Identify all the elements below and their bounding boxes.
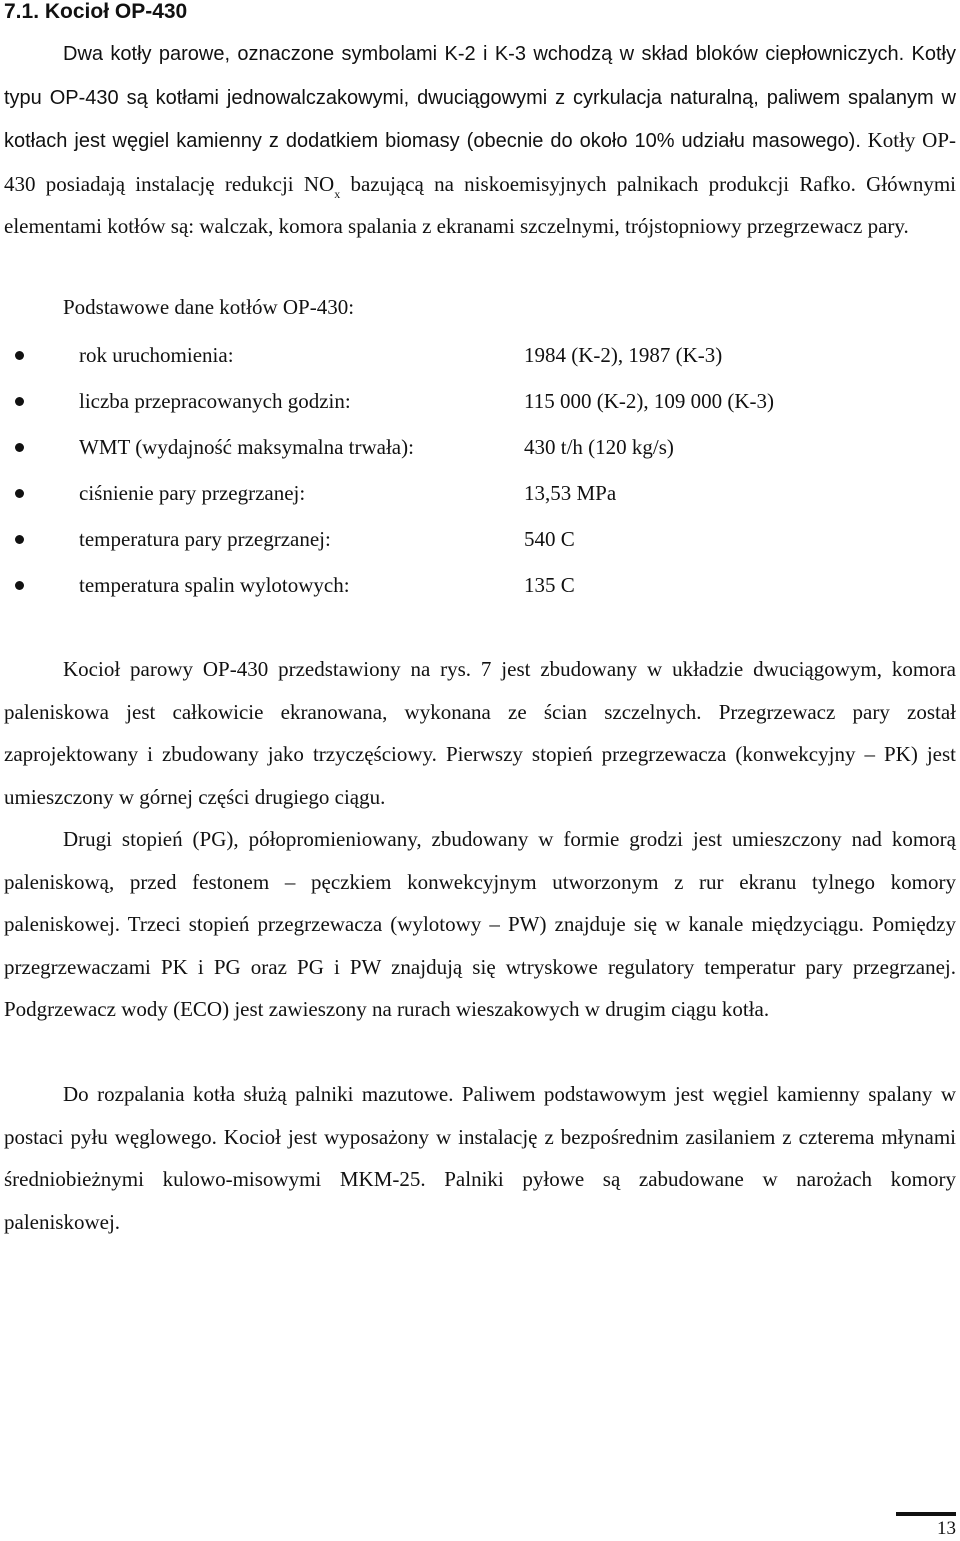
nox-subscript: x: [334, 186, 341, 201]
paragraph-intro-part3: bazującą na niskoemisyjnych palnikach produkcji Rafko. Głównymi elementami kotłów są: walczak, komora spalania z ekranami szczelnymi, trójstopniowy przegrzewacz pary.: [4, 171, 956, 238]
bullet-icon: [15, 443, 24, 452]
paragraph-intro-part1: Dwa kotły parowe, oznaczone symbolami K-2 i K-3 wchodzą w skład bloków ciepłowniczych. Kotły typu OP-430 są kotłami jednowalczakowymi, dwuciągowymi z cyrkulacja naturalną, paliwem spalanym w kotłach jest węgiel kamienny z dodatkiem biomasy (obecnie do około 10% udziału masowego).: [4, 43, 956, 152]
paragraph-fuel: Do rozpalania kotła służą palniki mazutowe. Paliwem podstawowym jest węgiel kamienny spalany w postaci pyłu węglowego. Kocioł jest wyposażony w instalację z bezpośrednim zasilaniem z czterema młynami średniobieżnymi kulowo-misowymi MKM-25. Palniki pyłowe są zabudowane w narożach komory paleniskowej.: [4, 1082, 956, 1234]
bullet-icon: [15, 489, 24, 498]
bullet-icon: [15, 351, 24, 360]
parameter-value: 13,53 MPa: [524, 481, 617, 505]
list-item: [0, 332, 960, 378]
page-number: 13: [937, 1518, 956, 1539]
parameter-label: rok uruchomienia:: [79, 343, 234, 367]
parameter-label: liczba przepracowanych godzin:: [79, 389, 351, 413]
parameters-list: [0, 332, 960, 608]
bullet-icon: [15, 397, 24, 406]
bullet-icon: [15, 535, 24, 544]
parameter-value: 135 C: [524, 573, 575, 597]
list-item: [0, 562, 960, 608]
paragraph-intro: [4, 32, 956, 248]
parameter-value: 115 000 (K-2), 109 000 (K-3): [524, 389, 775, 413]
footer-divider: [896, 1512, 956, 1516]
parameter-value: 1984 (K-2), 1987 (K-3): [524, 343, 723, 367]
bullet-icon: [15, 581, 24, 590]
parameter-label: ciśnienie pary przegrzanej:: [79, 481, 306, 505]
parameter-value: 430 t/h (120 kg/s): [524, 435, 674, 459]
parameter-value: 540 C: [524, 527, 575, 551]
paragraph-boiler-design: Kocioł parowy OP-430 przedstawiony na rys. 7 jest zbudowany w układzie dwuciągowym, komora paleniskowa jest całkowicie ekranowana, wykonana ze ścian szczelnych. Przegrzewacz pary został zaprojektowany i zbudowany jako trzyczęściowy. Pierwszy stopień przegrzewacza (konwekcyjny – PK) jest umieszczony w górnej części drugiego ciągu.: [4, 657, 956, 809]
list-item: [0, 424, 960, 470]
list-item: [0, 516, 960, 562]
parameters-intro: Podstawowe dane kotłów OP-430:: [63, 295, 355, 319]
parameter-label: WMT (wydajność maksymalna trwała):: [79, 435, 414, 459]
parameter-label: temperatura spalin wylotowych:: [79, 573, 350, 597]
parameter-label: temperatura pary przegrzanej:: [79, 527, 331, 551]
list-item: [0, 378, 960, 424]
paragraph-intro-part2: Kotły OP-430 posiadają instalację redukcji NO: [4, 128, 956, 196]
list-item: [0, 470, 960, 516]
section-heading: 7.1. Kocioł OP-430: [4, 0, 188, 23]
paragraph-superheater: Drugi stopień (PG), półopromieniowany, zbudowany w formie grodzi jest umieszczony nad komorą paleniskową, przed festonem – pęczkiem konwekcyjnym utworzonym z rur ekranu tylnego komory paleniskowej. Trzeci stopień przegrzewacza (wylotowy – PW) znajduje się w kanale międzyciągu. Pomiędzy przegrzewaczami PK i PG oraz PG i PW znajdują się wtryskowe regulatory temperatur pary przegrzanej. Podgrzewacz wody (ECO) jest zawieszony na rurach wieszakowych w drugim ciągu kotła.: [4, 827, 956, 1021]
